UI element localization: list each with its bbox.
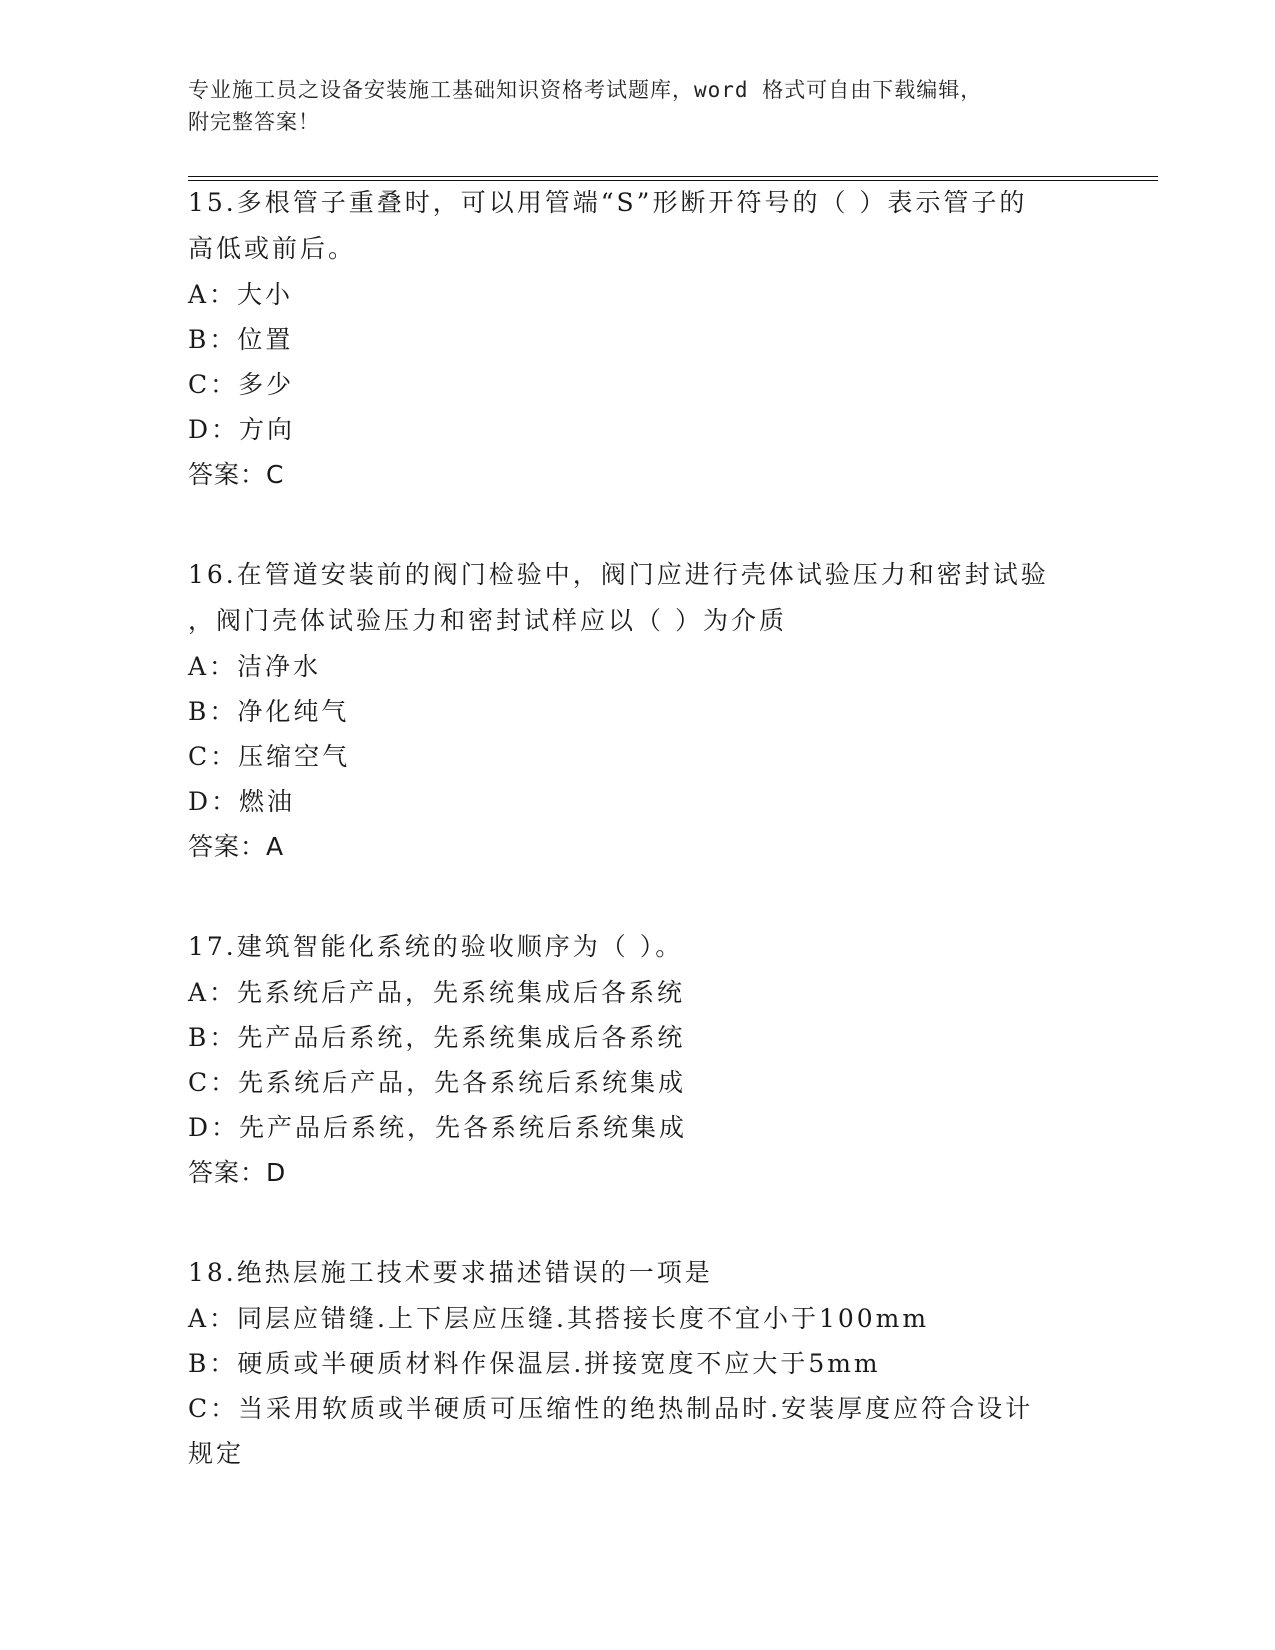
header-line-2: 附完整答案！ <box>188 110 320 134</box>
option-a: A：同层应错缝.上下层应压缝.其搭接长度不宜小于100mm <box>188 1304 930 1333</box>
question-stem: 17.建筑智能化系统的验收顺序为（ ）。 <box>188 932 684 961</box>
question-stem: ，阀门壳体试验压力和密封试样应以（ ）为介质 <box>188 606 787 635</box>
option-d: D：先产品后系统，先各系统后系统集成 <box>188 1113 688 1142</box>
option-c-continued: 规定 <box>188 1439 245 1468</box>
question-stem: 18.绝热层施工技术要求描述错误的一项是 <box>188 1258 713 1287</box>
answer: 答案：A <box>188 832 285 861</box>
option-a: A：先系统后产品，先系统集成后各系统 <box>188 978 686 1007</box>
answer: 答案：C <box>188 460 285 489</box>
option-d: D：燃油 <box>188 787 296 816</box>
option-c: C：先系统后产品，先各系统后系统集成 <box>188 1068 687 1097</box>
option-a: A：洁净水 <box>188 652 322 681</box>
option-b: B：位置 <box>188 325 294 354</box>
question-18 <box>188 1250 1088 1476</box>
option-b: B：先产品后系统，先系统集成后各系统 <box>188 1023 686 1052</box>
question-stem: 15.多根管子重叠时，可以用管端“S”形断开符号的（ ）表示管子的 <box>188 188 1028 217</box>
option-b: B：硬质或半硬质材料作保温层.拼接宽度不应大于5mm <box>188 1349 881 1378</box>
header-line-1: 专业施工员之设备安装施工基础知识资格考试题库，word 格式可自由下载编辑， <box>188 78 983 102</box>
option-c: C：压缩空气 <box>188 742 351 771</box>
option-c: C：当采用软质或半硬质可压缩性的绝热制品时.安装厚度应符合设计 <box>188 1394 1034 1423</box>
option-b: B：净化纯气 <box>188 697 350 726</box>
question-stem: 16.在管道安装前的阀门检验中，阀门应进行壳体试验压力和密封试验 <box>188 560 1049 589</box>
question-16 <box>188 552 1088 870</box>
question-17 <box>188 924 1088 1196</box>
document-header <box>188 74 1088 138</box>
answer: 答案：D <box>188 1158 287 1187</box>
option-a: A：大小 <box>188 280 294 309</box>
question-stem: 高低或前后。 <box>188 234 357 263</box>
option-c: C：多少 <box>188 370 295 399</box>
question-15 <box>188 180 1088 498</box>
option-d: D：方向 <box>188 415 296 444</box>
